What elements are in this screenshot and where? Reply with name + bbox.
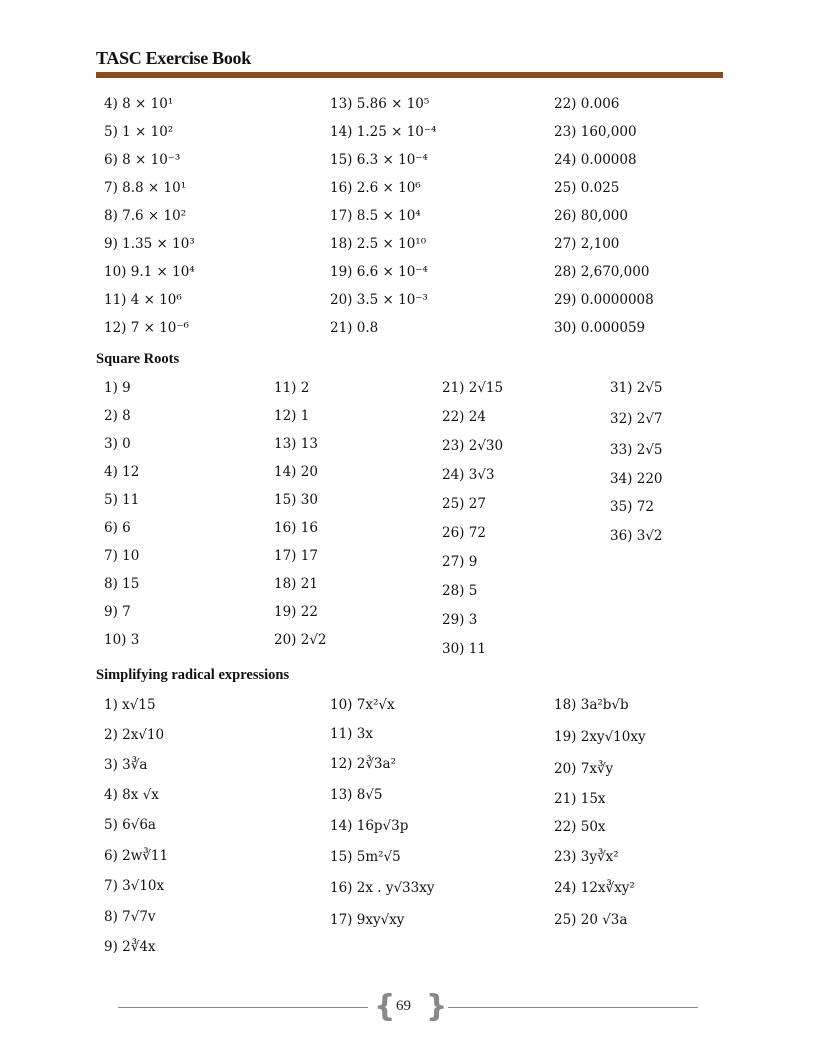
header-title: TASC Exercise Book (96, 48, 251, 68)
answer-item: 29) 3 (442, 612, 478, 628)
answer-item: 17) 8.5 × 10⁴ (330, 208, 421, 224)
answer-item: 4) 8 × 10¹ (104, 96, 174, 112)
answer-item: 6) 2w∛11 (104, 848, 169, 864)
answer-item: 21) 15x (554, 791, 606, 807)
answer-item: 12) 7 × 10⁻⁶ (104, 320, 189, 336)
answer-item: 29) 0.0000008 (554, 292, 654, 308)
answer-item: 4) 8x √x (104, 787, 159, 803)
answer-item: 21) 2√15 (442, 380, 504, 396)
answer-item: 8) 15 (104, 576, 140, 592)
answer-item: 16) 2.6 × 10⁶ (330, 180, 421, 196)
answer-item: 16) 16 (274, 520, 318, 536)
footer-bracket-left: { (374, 989, 396, 1024)
answer-item: 20) 7x∛y (554, 761, 614, 777)
answer-item: 23) 160,000 (554, 124, 637, 140)
footer-bracket-right: } (426, 989, 448, 1024)
answer-item: 12) 2∛3a² (330, 756, 396, 772)
answer-item: 22) 50x (554, 819, 606, 835)
answer-item: 14) 1.25 × 10⁻⁴ (330, 124, 437, 140)
answer-item: 28) 5 (442, 583, 478, 599)
answer-item: 34) 220 (610, 471, 663, 487)
answer-item: 11) 2 (274, 380, 310, 396)
answer-item: 3) 3∛a (104, 757, 148, 773)
answer-item: 23) 2√30 (442, 438, 504, 454)
answer-item: 25) 20 √3a (554, 912, 628, 928)
answer-item: 23) 3y∛x² (554, 849, 619, 865)
answer-item: 11) 4 × 10⁶ (104, 292, 182, 308)
answer-item: 9) 2∛4x (104, 939, 156, 955)
answer-item: 9) 7 (104, 604, 131, 620)
answer-item: 32) 2√7 (610, 411, 663, 427)
answer-item: 1) x√15 (104, 697, 156, 713)
answer-item: 16) 2x . y√33xy (330, 880, 435, 896)
answer-item: 13) 8√5 (330, 787, 383, 803)
answer-item: 5) 1 × 10² (104, 124, 174, 140)
section-title-simplifying-radicals: Simplifying radical expressions (96, 667, 290, 683)
answer-item: 3) 0 (104, 436, 131, 452)
header-rule (96, 72, 723, 78)
answer-item: 22) 0.006 (554, 96, 620, 112)
answer-item: 8) 7√7v (104, 909, 156, 925)
answer-item: 15) 5m²√5 (330, 849, 401, 865)
answer-item: 19) 22 (274, 604, 318, 620)
answer-item: 7) 10 (104, 548, 140, 564)
answer-item: 21) 0.8 (330, 320, 379, 336)
answer-item: 20) 3.5 × 10⁻³ (330, 292, 428, 308)
answer-item: 7) 3√10x (104, 878, 165, 894)
answer-item: 18) 2.5 × 10¹⁰ (330, 236, 427, 252)
answer-item: 18) 3a²b√b (554, 697, 629, 713)
answer-item: 22) 24 (442, 409, 486, 425)
answer-item: 14) 20 (274, 464, 318, 480)
answer-item: 30) 11 (442, 641, 486, 657)
answer-item: 17) 17 (274, 548, 318, 564)
answer-item: 15) 6.3 × 10⁻⁴ (330, 152, 428, 168)
section-title-square-roots: Square Roots (96, 351, 180, 367)
answer-item: 24) 12x∛xy² (554, 880, 635, 896)
answer-item: 17) 9xy√xy (330, 912, 405, 928)
answer-item: 11) 3x (330, 726, 373, 742)
answer-item: 33) 2√5 (610, 442, 663, 458)
answer-item: 5) 6√6a (104, 817, 156, 833)
answer-item: 14) 16p√3p (330, 818, 409, 834)
answer-item: 9) 1.35 × 10³ (104, 236, 195, 252)
page-number: 69 (396, 998, 411, 1014)
answer-item: 15) 30 (274, 492, 318, 508)
answer-item: 26) 72 (442, 525, 486, 541)
answer-item: 5) 11 (104, 492, 140, 508)
answer-item: 20) 2√2 (274, 632, 327, 648)
answer-item: 13) 13 (274, 436, 318, 452)
answer-item: 27) 9 (442, 554, 478, 570)
answer-item: 10) 3 (104, 632, 140, 648)
answer-item: 31) 2√5 (610, 380, 663, 396)
answer-item: 8) 7.6 × 10² (104, 208, 187, 224)
answer-item: 19) 2xy√10xy (554, 729, 646, 745)
answer-item: 10) 9.1 × 10⁴ (104, 264, 195, 280)
answer-item: 25) 0.025 (554, 180, 620, 196)
answer-item: 1) 9 (104, 380, 131, 396)
answer-item: 2) 2x√10 (104, 727, 165, 743)
footer-rule-right (448, 1007, 698, 1008)
answer-item: 7) 8.8 × 10¹ (104, 180, 187, 196)
answer-item: 12) 1 (274, 408, 310, 424)
answer-item: 36) 3√2 (610, 528, 663, 544)
answer-item: 27) 2,100 (554, 236, 620, 252)
answer-item: 19) 6.6 × 10⁻⁴ (330, 264, 428, 280)
answer-item: 24) 0.00008 (554, 152, 637, 168)
answer-item: 35) 72 (610, 499, 654, 515)
answer-item: 25) 27 (442, 496, 486, 512)
answer-item: 13) 5.86 × 10⁵ (330, 96, 430, 112)
answer-item: 18) 21 (274, 576, 318, 592)
answer-item: 10) 7x²√x (330, 697, 395, 713)
footer-rule-left (118, 1007, 368, 1008)
answer-item: 30) 0.000059 (554, 320, 646, 336)
answer-item: 4) 12 (104, 464, 140, 480)
answer-item: 6) 6 (104, 520, 131, 536)
answer-item: 26) 80,000 (554, 208, 628, 224)
answer-item: 6) 8 × 10⁻³ (104, 152, 181, 168)
answer-item: 2) 8 (104, 408, 131, 424)
answer-item: 24) 3√3 (442, 467, 495, 483)
answer-item: 28) 2,670,000 (554, 264, 650, 280)
